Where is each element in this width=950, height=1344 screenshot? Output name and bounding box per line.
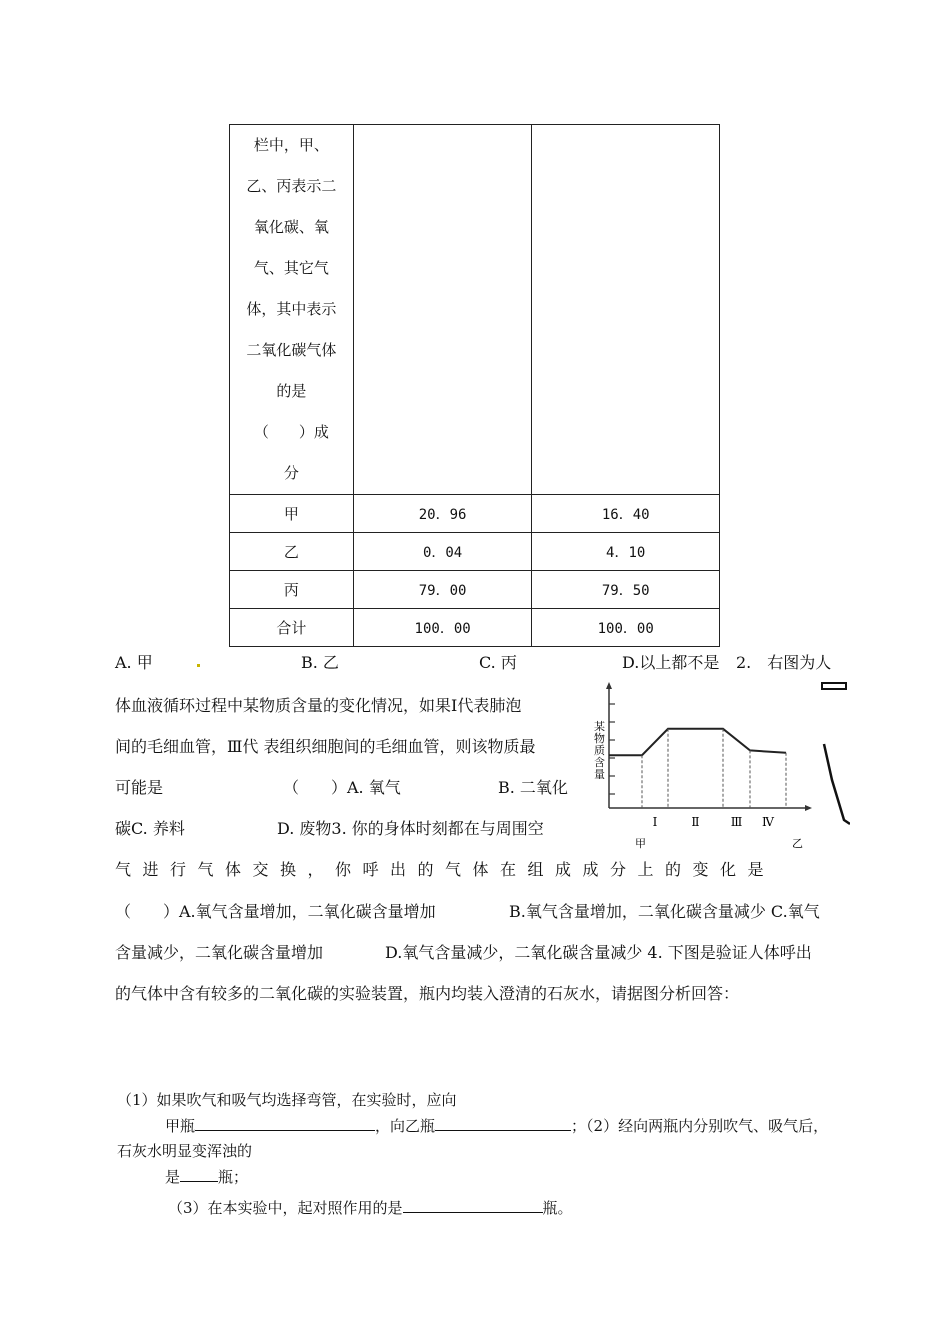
header-line: 氧化碳、氧 xyxy=(253,218,329,236)
exhaled-header-cell xyxy=(532,125,720,495)
table-row xyxy=(230,609,720,647)
chart-series xyxy=(609,729,786,808)
x-axis-arrow-icon xyxy=(805,805,812,811)
answer-blank-yi[interactable] xyxy=(435,1116,571,1131)
gas-composition-table xyxy=(229,124,720,647)
y-axis-arrow-icon xyxy=(606,682,612,689)
q3-line-3a: 含量减少，二氧化碳含量增加 xyxy=(115,943,324,962)
x-tick-label: Ⅰ xyxy=(652,815,658,829)
flask-fragment-icon xyxy=(818,680,850,830)
y-axis-label xyxy=(594,719,605,781)
q4-text: ，向乙瓶 xyxy=(375,1117,436,1135)
y-axis-label-char: 某 xyxy=(594,720,605,733)
table-row xyxy=(230,533,720,571)
inhaled-header-cell xyxy=(353,125,532,495)
header-line: 气、其它气 xyxy=(253,259,329,277)
cell-value: 100．00 xyxy=(353,609,532,647)
q4-text: ；（2）经向两瓶内分别吹气、吸气后， xyxy=(571,1117,829,1135)
q4-text: 甲瓶 xyxy=(165,1117,196,1135)
substance-content-chart xyxy=(590,676,820,851)
header-line: 分 xyxy=(283,464,299,482)
row-label: 合计 xyxy=(230,609,354,647)
option-b: B. 乙 xyxy=(301,653,339,672)
table-row xyxy=(230,571,720,609)
q3-line-2b: B.氧气含量增加，二氧化碳含量减少 C.氧气 xyxy=(509,902,820,921)
cell-value: 79．50 xyxy=(532,571,720,609)
x-tick-label: Ⅱ xyxy=(691,815,700,829)
table-header-cell xyxy=(230,125,354,495)
answer-blank-control[interactable] xyxy=(403,1198,543,1213)
q3-line-2a: （ ）A.氧气含量增加，二氧化碳含量增加 xyxy=(115,902,436,921)
x-tick-label: Ⅳ xyxy=(762,815,774,829)
cell-value: 0．04 xyxy=(353,533,532,571)
option-a: A. 甲 xyxy=(115,653,153,672)
q4-text: （3）在本实验中，起对照作用的是 xyxy=(168,1199,403,1217)
q4-part-1: （1）如果吹气和吸气均选择弯管，在实验时，应向 xyxy=(117,1091,457,1109)
cell-value: 16．40 xyxy=(532,495,720,533)
stray-dot xyxy=(197,664,200,667)
q2-line-4a: 碳C. 养料 xyxy=(115,819,185,838)
q2-line-1: 体血液循环过程中某物质含量的变化情况，如果Ⅰ代表肺泡 xyxy=(115,696,522,715)
q2-line-4b: D. 废物3. 你的身体时刻都在与周围空 xyxy=(277,819,544,838)
q4-line-4 xyxy=(165,1166,248,1187)
header-line: 二氧化碳气体 xyxy=(246,341,337,359)
q4-text: 瓶。 xyxy=(542,1199,573,1217)
q2-line-3a: 可能是 xyxy=(115,778,164,797)
series-line xyxy=(609,729,786,755)
y-axis-ticks xyxy=(609,704,615,794)
y-axis-label-char: 含 xyxy=(594,756,605,769)
row-label: 甲 xyxy=(230,495,354,533)
q3-line-4: 的气体中含有较多的二氧化碳的实验装置，瓶内均装入澄清的石灰水，请据图分析回答： xyxy=(115,984,740,1003)
header-line: 乙、丙表示二 xyxy=(246,177,337,195)
answer-blank-turbid[interactable] xyxy=(180,1167,218,1182)
q4-text: 是 xyxy=(165,1168,181,1186)
header-line: （ ）成 xyxy=(253,423,329,441)
cell-value: 4．10 xyxy=(532,533,720,571)
q3-line-1: 气进行气体交换，你呼出的气体在组成成分上的变化是 xyxy=(115,860,776,879)
y-axis-label-char: 量 xyxy=(594,768,605,781)
label-jia: 甲 xyxy=(635,837,646,850)
header-line: 体，其中表示 xyxy=(246,300,337,318)
q2-line-3c: B. 二氧化 xyxy=(498,778,568,797)
option-c: C. 丙 xyxy=(479,653,517,672)
x-axis-ticks xyxy=(653,815,775,829)
cell-value: 100．00 xyxy=(532,609,720,647)
x-tick-label: Ⅲ xyxy=(730,815,743,829)
label-yi: 乙 xyxy=(792,837,803,850)
q2-line-3b: （ ）A. 氧气 xyxy=(283,778,401,797)
option-d: D.以上都不是 xyxy=(622,653,720,672)
q4-line-3: 石灰水明显变浑浊的 xyxy=(117,1142,253,1160)
answer-blank-jia[interactable] xyxy=(195,1116,375,1131)
question-2-start: 2. 右图为人 xyxy=(736,653,832,672)
q4-line-5 xyxy=(168,1197,573,1218)
y-axis-label-char: 质 xyxy=(594,744,605,757)
cell-value: 79．00 xyxy=(353,571,532,609)
y-axis-label-char: 物 xyxy=(594,732,605,745)
q2-line-2: 间的毛细血管，Ⅲ代 表组织细胞间的毛细血管，则该物质最 xyxy=(115,737,536,756)
header-line: 栏中，甲、 xyxy=(253,136,329,154)
row-label: 乙 xyxy=(230,533,354,571)
row-label: 丙 xyxy=(230,571,354,609)
q3-line-3b: D.氧气含量减少，二氧化碳含量减少 4. 下图是验证人体呼出 xyxy=(385,943,812,962)
header-line: 的是 xyxy=(276,382,307,400)
table-row xyxy=(230,495,720,533)
cell-value: 20．96 xyxy=(353,495,532,533)
q4-line-2 xyxy=(165,1115,828,1136)
q4-text: 瓶； xyxy=(218,1168,249,1186)
